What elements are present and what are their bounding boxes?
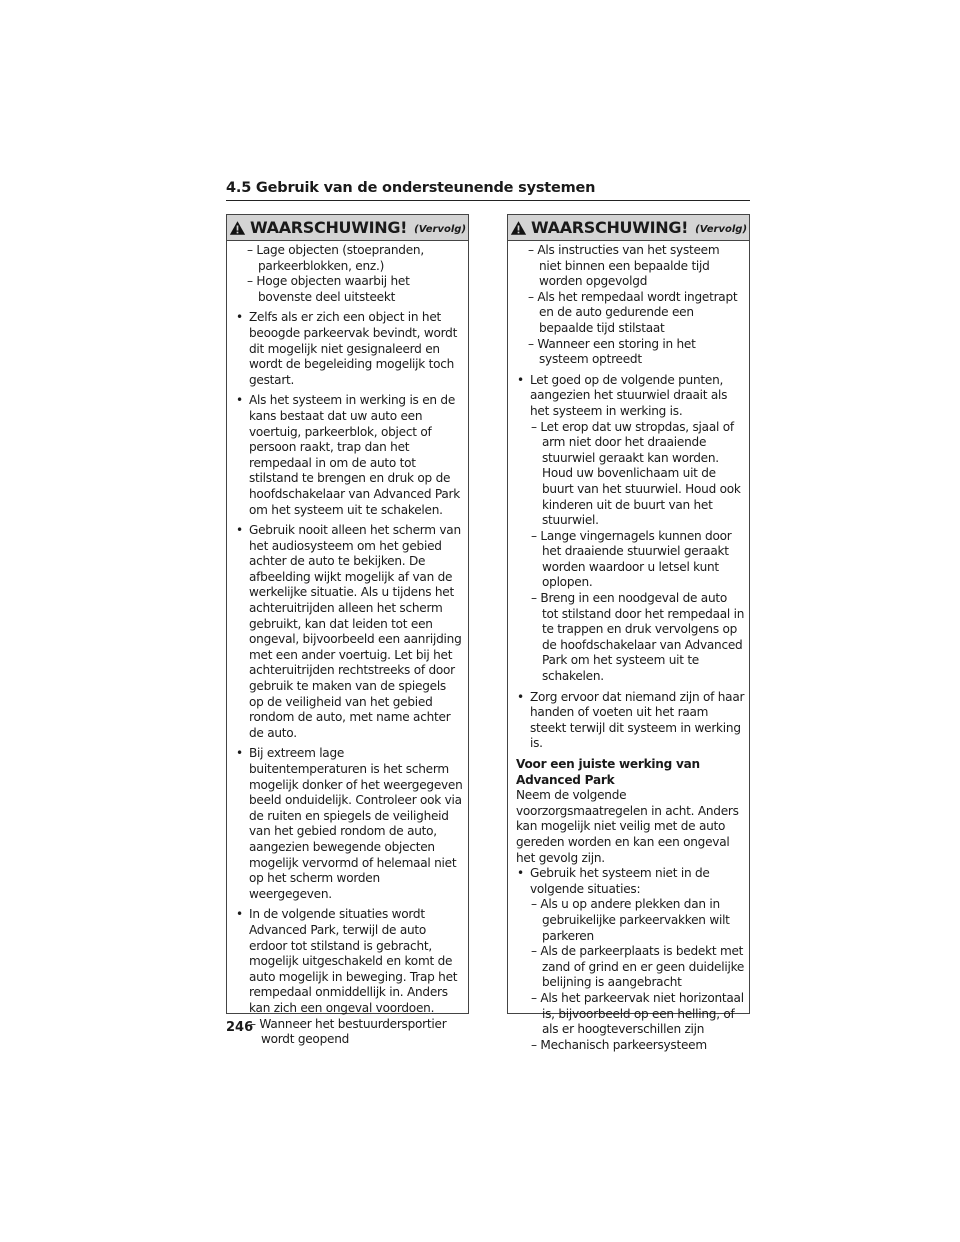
bullet-item: • Bij extreem lage buitentemperaturen is het scherm mogelijk donker of het weergegeven beeld onduidelijk. Controleer ook via de ruiten en spiegels de veiligheid van het gebied rondom de auto, aangezien bewegende objecten mogelijk vervormd of helemaal niet op het scherm worden weergegeven. — [235, 746, 464, 902]
warning-header — [508, 215, 749, 241]
bullet-text: In de volgende situaties wordt Advanced Park, terwijl de auto erdoor tot stilstand is gebracht, mogelijk uitgeschakeld en komt de auto mogelijk in beweging. Trap het rempedaal onmiddellijk in. Anders kan zich een ongeval voordoen. — [249, 907, 458, 1015]
bullet-item: • Als het systeem in werking is en de kans bestaat dat uw auto een voertuig, parkeerblok, object of persoon raakt, trap dan het rempedaal in om de auto tot stilstand te brengen en druk op de hoofdschakelaar van Advanced Park om het systeem uit te schakelen. — [235, 393, 464, 518]
list-item: – Als het parkeervak niet horizontaal is, bijvoorbeeld op een helling, of als er hoogteverschillen zijn — [530, 991, 745, 1038]
warning-triangle-icon — [229, 220, 246, 236]
warning-box-right — [507, 214, 750, 1052]
list-item: – Hoge objecten waarbij het bovenste deel uitsteekt — [235, 274, 464, 305]
page-number: 246 — [226, 1020, 254, 1035]
warning-subtitle: (Vervolg) — [695, 223, 748, 235]
bullet-item: • Gebruik nooit alleen het scherm van het audiosysteem om het gebied achter de auto te bekijken. De afbeelding wijkt mogelijk af van de werkelijke situatie. Als u tijdens het achteruitrijden alleen het scherm gebruikt, kan dat leiden tot een ongeval, bijvoorbeeld een aanrijding met een ander voertuig. Let bij het achteruitrijden rechtstreeks of door gebruik te maken van de spiegels op de veiligheid van het gebied rondom de auto, met name achter de auto. — [235, 523, 464, 741]
list-item: – Als het rempedaal wordt ingetrapt en de auto gedurende een bepaalde tijd stilstaat — [516, 290, 745, 337]
list-item: – Lage objecten (stoepranden, parkeerblokken, enz.) — [235, 243, 464, 274]
paragraph: Neem de volgende voorzorgsmaatregelen in acht. Anders kan mogelijk niet veilig met de auto gereden worden en kan een ongeval het gevolg zijn. — [516, 788, 739, 865]
list-item: – Als u op andere plekken dan in gebruikelijke parkeervakken wilt parkeren — [530, 897, 745, 944]
list-item: – Wanneer een storing in het systeem optreedt — [516, 337, 745, 368]
warning-content-right — [508, 241, 749, 1053]
warning-title: WAARSCHUWING! — [249, 218, 408, 237]
warning-title: WAARSCHUWING! — [530, 218, 689, 237]
list-item: – Wanneer het bestuurdersportier wordt geopend — [249, 1017, 464, 1048]
list-item: – Mechanisch parkeersysteem — [530, 1038, 745, 1054]
warning-header — [227, 215, 468, 241]
bullet-text: Gebruik het systeem niet in de volgende situaties: — [530, 866, 710, 896]
list-item: – Als instructies van het systeem niet binnen een bepaalde tijd worden opgevolgd — [516, 243, 745, 290]
bullet-item — [516, 866, 745, 1053]
warning-subtitle: (Vervolg) — [414, 223, 467, 235]
bullet-item — [235, 907, 464, 1047]
warning-triangle-icon — [510, 220, 527, 236]
list-item: – Als de parkeerplaats is bedekt met zand of grind en er geen duidelijke belijning is aangebracht — [530, 944, 745, 991]
bullet-text: Let goed op de volgende punten, aangezien het stuurwiel draait als het systeem in werking is. — [530, 372, 728, 418]
section-header: 4.5 Gebruik van de ondersteunende systemen — [226, 180, 750, 201]
list-item: – Lange vingernagels kunnen door het draaiende stuurwiel geraakt worden waardoor u letsel kunt oplopen. — [530, 529, 745, 591]
bullet-item: • Zelfs als er zich een object in het beoogde parkeervak bevindt, wordt dit mogelijk niet gesignaleerd en wordt de begeleiding mogelijk toch gestart. — [235, 310, 464, 388]
warning-content-left — [227, 241, 468, 1048]
list-item: – Breng in een noodgeval de auto tot stilstand door het rempedaal in te trappen en druk vervolgens op de hoofdschakelaar van Advanced Park om het systeem uit te schakelen. — [530, 591, 745, 685]
bullet-item: • Zorg ervoor dat niemand zijn of haar handen of voeten uit het raam steekt terwijl dit systeem in werking is. — [516, 690, 745, 752]
bullet-item — [516, 373, 745, 685]
subheading: Voor een juiste werking van Advanced Park — [516, 757, 700, 787]
list-item: – Let erop dat uw stropdas, sjaal of arm niet door het draaiende stuurwiel geraakt kan worden. Houd uw bovenlichaam uit de buurt van het stuurwiel. Houd ook kinderen uit de buurt van het stuurwiel. — [530, 420, 745, 529]
